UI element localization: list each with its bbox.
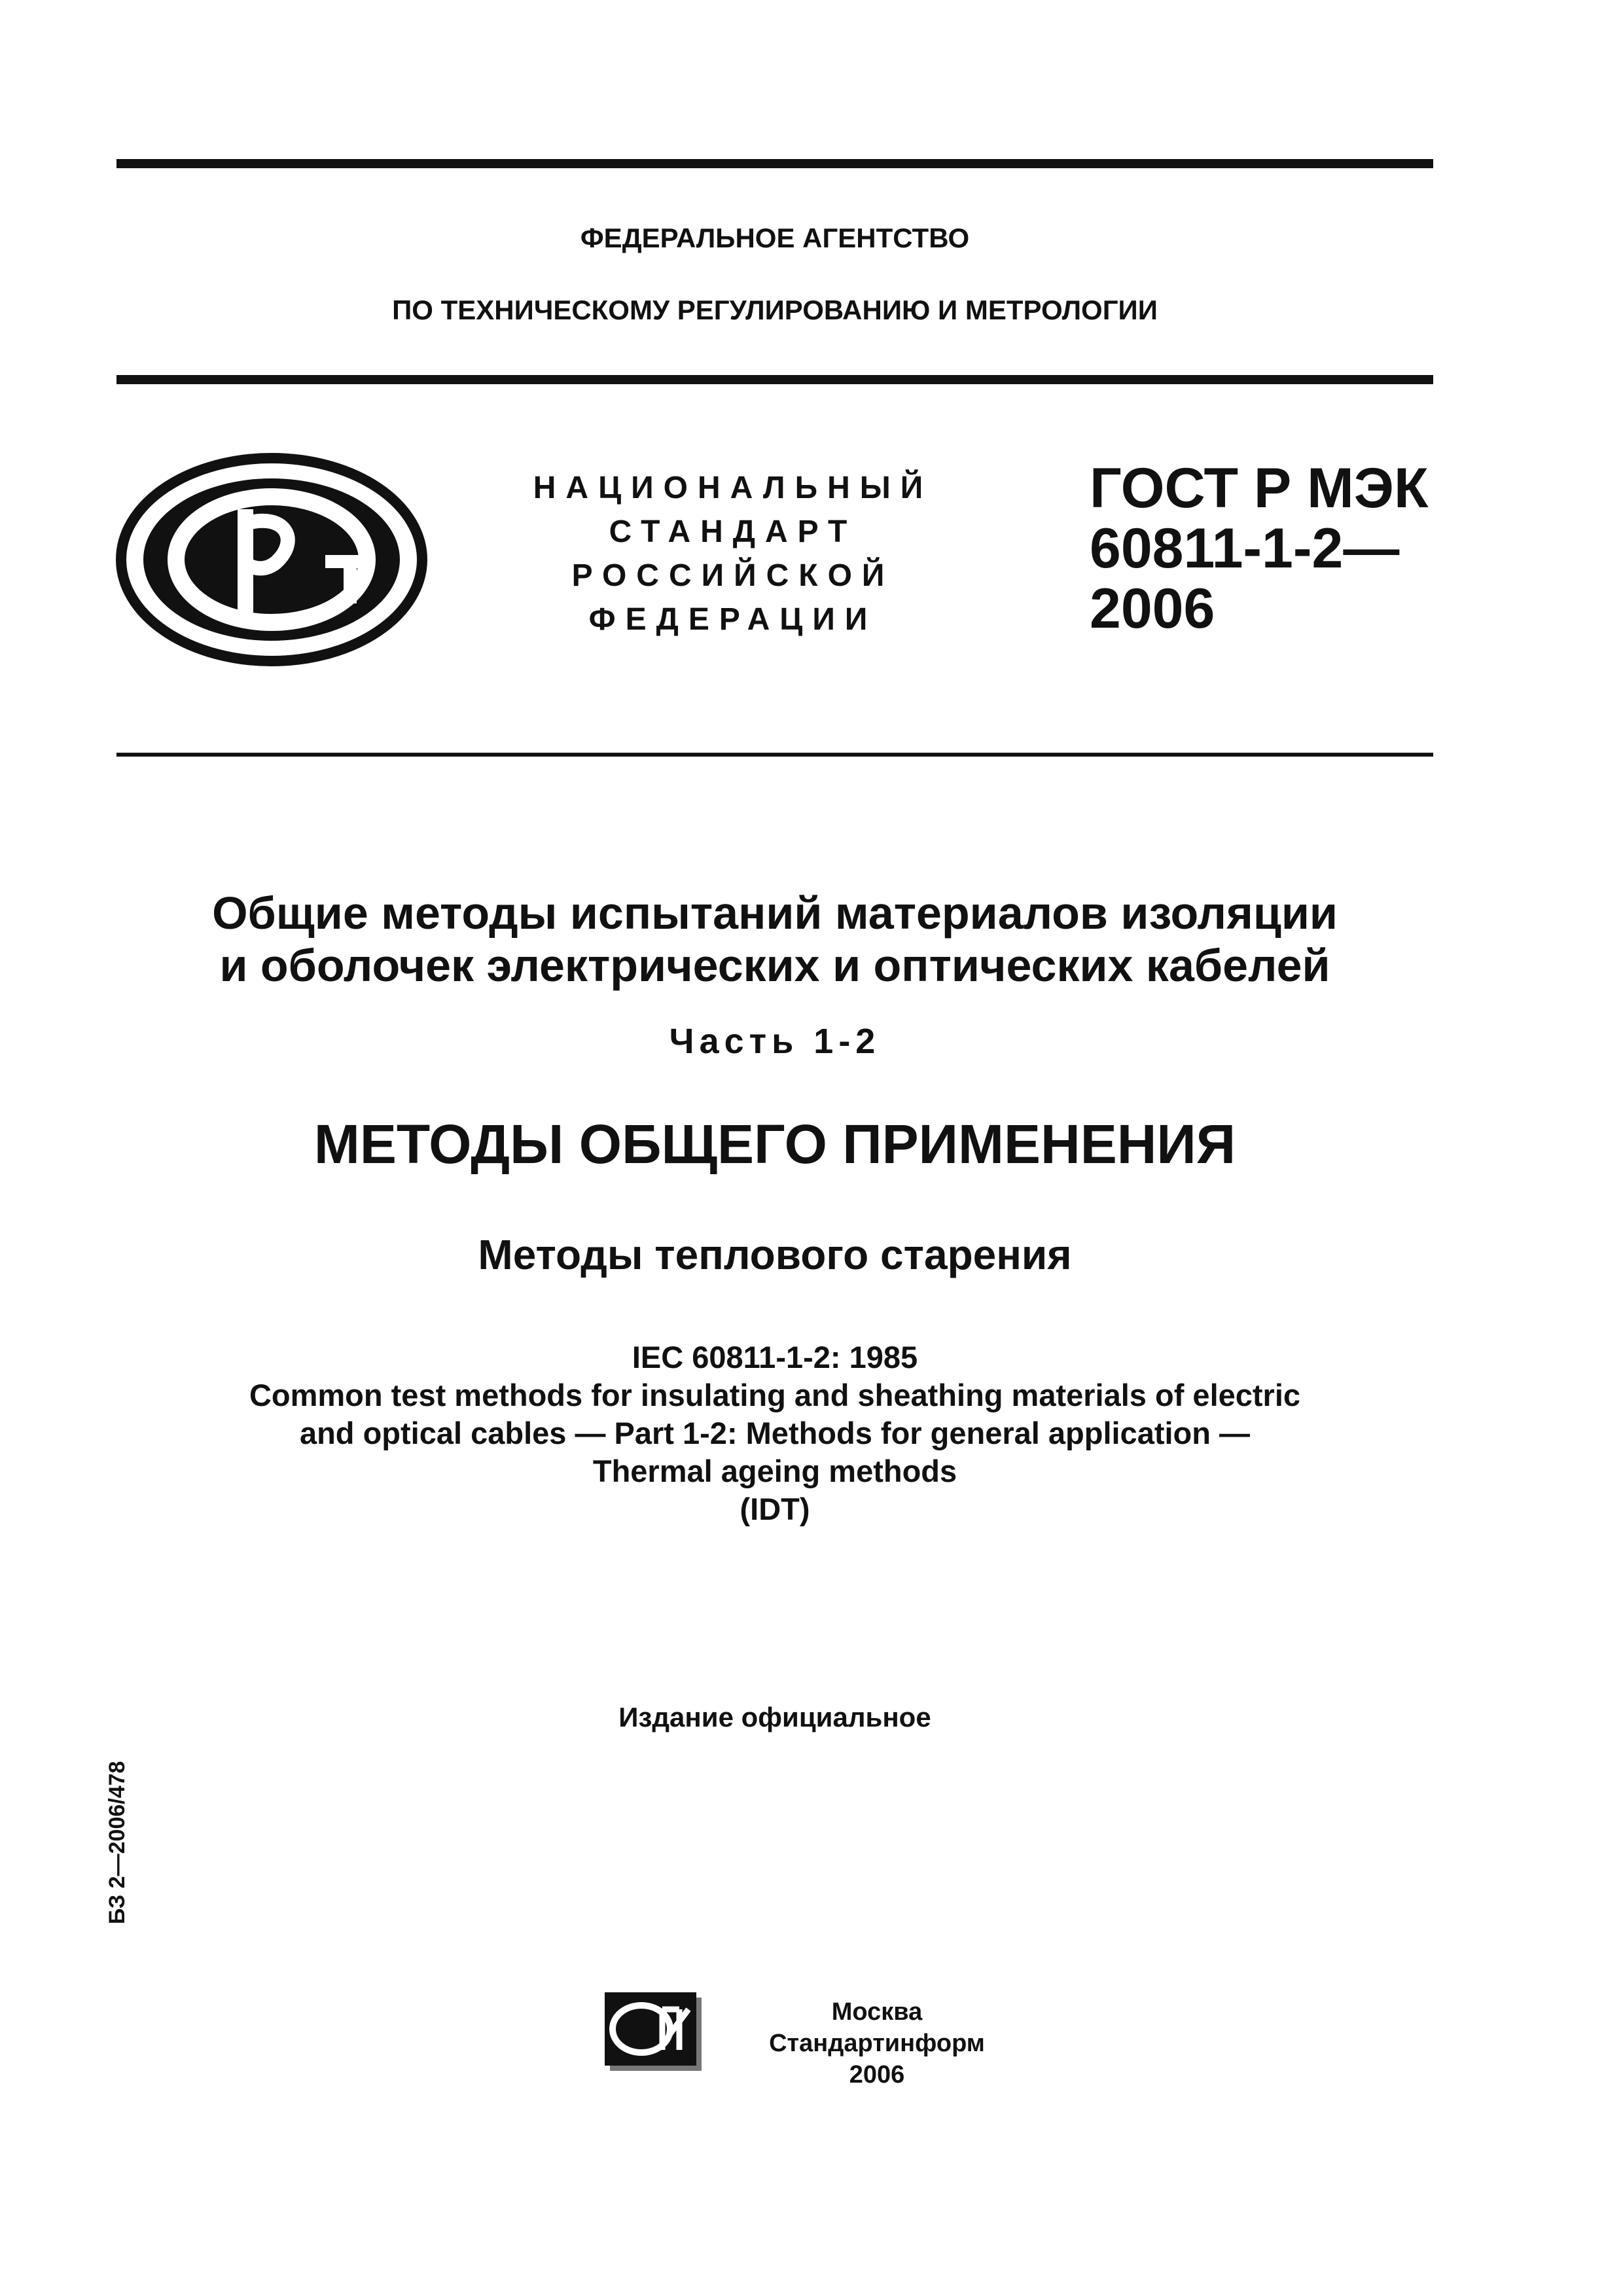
agency-name-line1: ФЕДЕРАЛЬНОЕ АГЕНТСТВО [580,223,970,253]
publisher-city: Москва [831,1998,923,2026]
national-line: ФЕДЕРАЦИИ [588,602,878,637]
iec-line: and optical cables — Part 1-2: Methods for general application — [299,1416,1251,1450]
iec-reference [116,1338,1433,1528]
iec-line: Thermal ageing methods [592,1454,957,1488]
rst-emblem-icon [115,452,429,668]
designation-rule [116,753,1433,757]
agency-name-line2: ПО ТЕХНИЧЕСКОМУ РЕГУЛИРОВАНИЮ И МЕТРОЛОГИИ [392,295,1158,325]
document-subtitle: Методы теплового старения [478,1231,1072,1278]
standard-code-line3: 2006 [1090,577,1215,640]
standard-code-line2: 60811-1-2— [1090,517,1400,580]
document-title [116,887,1433,992]
iec-line: (IDT) [740,1492,810,1526]
top-rule [116,159,1433,168]
standard-code-line1: ГОСТ Р МЭК [1090,457,1429,520]
iec-line: IEC 60811-1-2: 1985 [632,1340,918,1374]
part-label: Часть 1-2 [669,1022,881,1061]
national-line: СТАНДАРТ [609,514,857,549]
title-line: Общие методы испытаний материалов изоляции [212,888,1338,939]
national-standard-label [510,466,955,641]
edition-label: Издание официальное [618,1702,931,1732]
iec-line: Common test methods for insulating and sheathing materials of electric [249,1378,1301,1412]
publisher-info [713,1996,1041,2090]
standard-code [1090,458,1428,639]
title-line: и оболочек электрических и оптических кабелей [219,940,1330,991]
part-name: МЕТОДЫ ОБЩЕГО ПРИМЕНЕНИЯ [313,1113,1236,1175]
header-rule [116,375,1433,384]
national-line: НАЦИОНАЛЬНЫЙ [533,471,933,505]
publisher-name: Стандартинформ [769,2030,985,2057]
standartinform-logo-icon [602,1990,707,2075]
registry-code: БЗ 2—2006/478 [105,1761,130,1924]
national-line: РОССИЙСКОЙ [571,558,895,593]
publisher-year: 2006 [849,2061,905,2089]
